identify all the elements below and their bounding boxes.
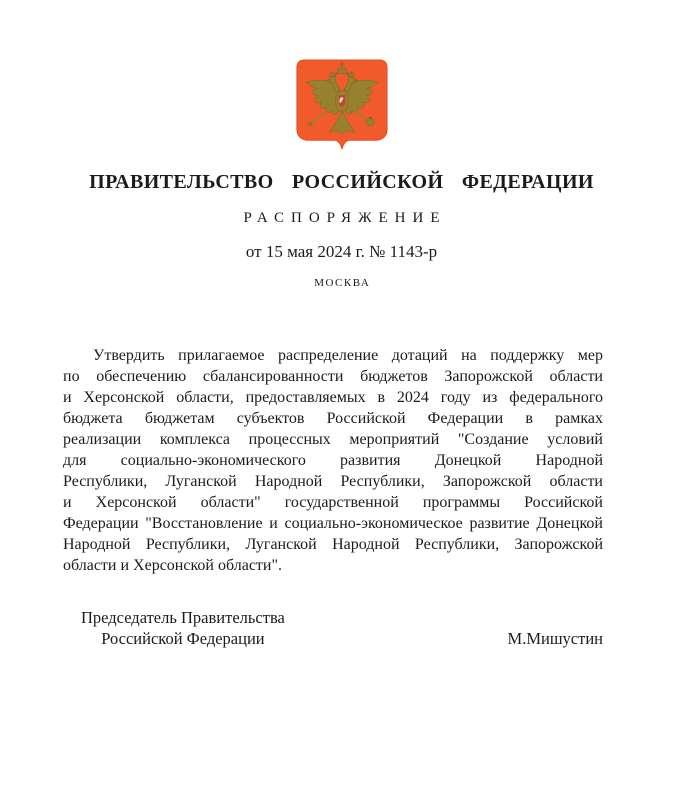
decree-text-line: Народной Республики, Луганской Народной Республики, Запорожской [63,536,603,553]
russia-emblem-svg [293,57,391,157]
signature-block [63,607,603,649]
decree-text-line: реализации комплекса процессных мероприятий "Создание условий [63,431,603,448]
decree-text-line: Федерации "Восстановление и социально-экономическое развитие Донецкой [63,515,603,532]
signer-title [63,607,285,649]
decree-text-line: по обеспечению сбалансированности бюджетов Запорожской области [63,368,603,385]
decree-text-line: бюджета бюджетам субъектов Российской Федерации в рамках [63,410,603,427]
decree-text-line: и Херсонской области" государственной программы Российской [63,494,603,511]
signer-title-line2: Российской Федерации [101,629,265,648]
document-type: РАСПОРЯЖЕНИЕ [243,210,447,226]
decree-text-line: и Херсонской области, предоставляемых в 2024 году из федерального [63,389,603,406]
decree-text-line: Утвердить прилагаемое распределение дотаций на поддержку мер [93,347,603,364]
decree-text [63,345,603,576]
decree-text-line: Республики, Луганской Народной Республики, Запорожской области [63,473,603,490]
issuer-title: ПРАВИТЕЛЬСТВО РОССИЙСКОЙ ФЕДЕРАЦИИ [89,171,594,193]
place-line: МОСКВА [314,277,371,289]
date-number-line: от 15 мая 2024 г. № 1143-р [245,242,438,261]
signer-name: М.Мишустин [507,629,603,648]
coat-of-arms-icon [293,57,391,157]
signer-title-line1: Председатель Правительства [81,608,285,627]
decree-text-line: для социально-экономического развития Донецкой Народной [63,452,603,469]
decree-text-line: области и Херсонской области". [63,557,283,574]
